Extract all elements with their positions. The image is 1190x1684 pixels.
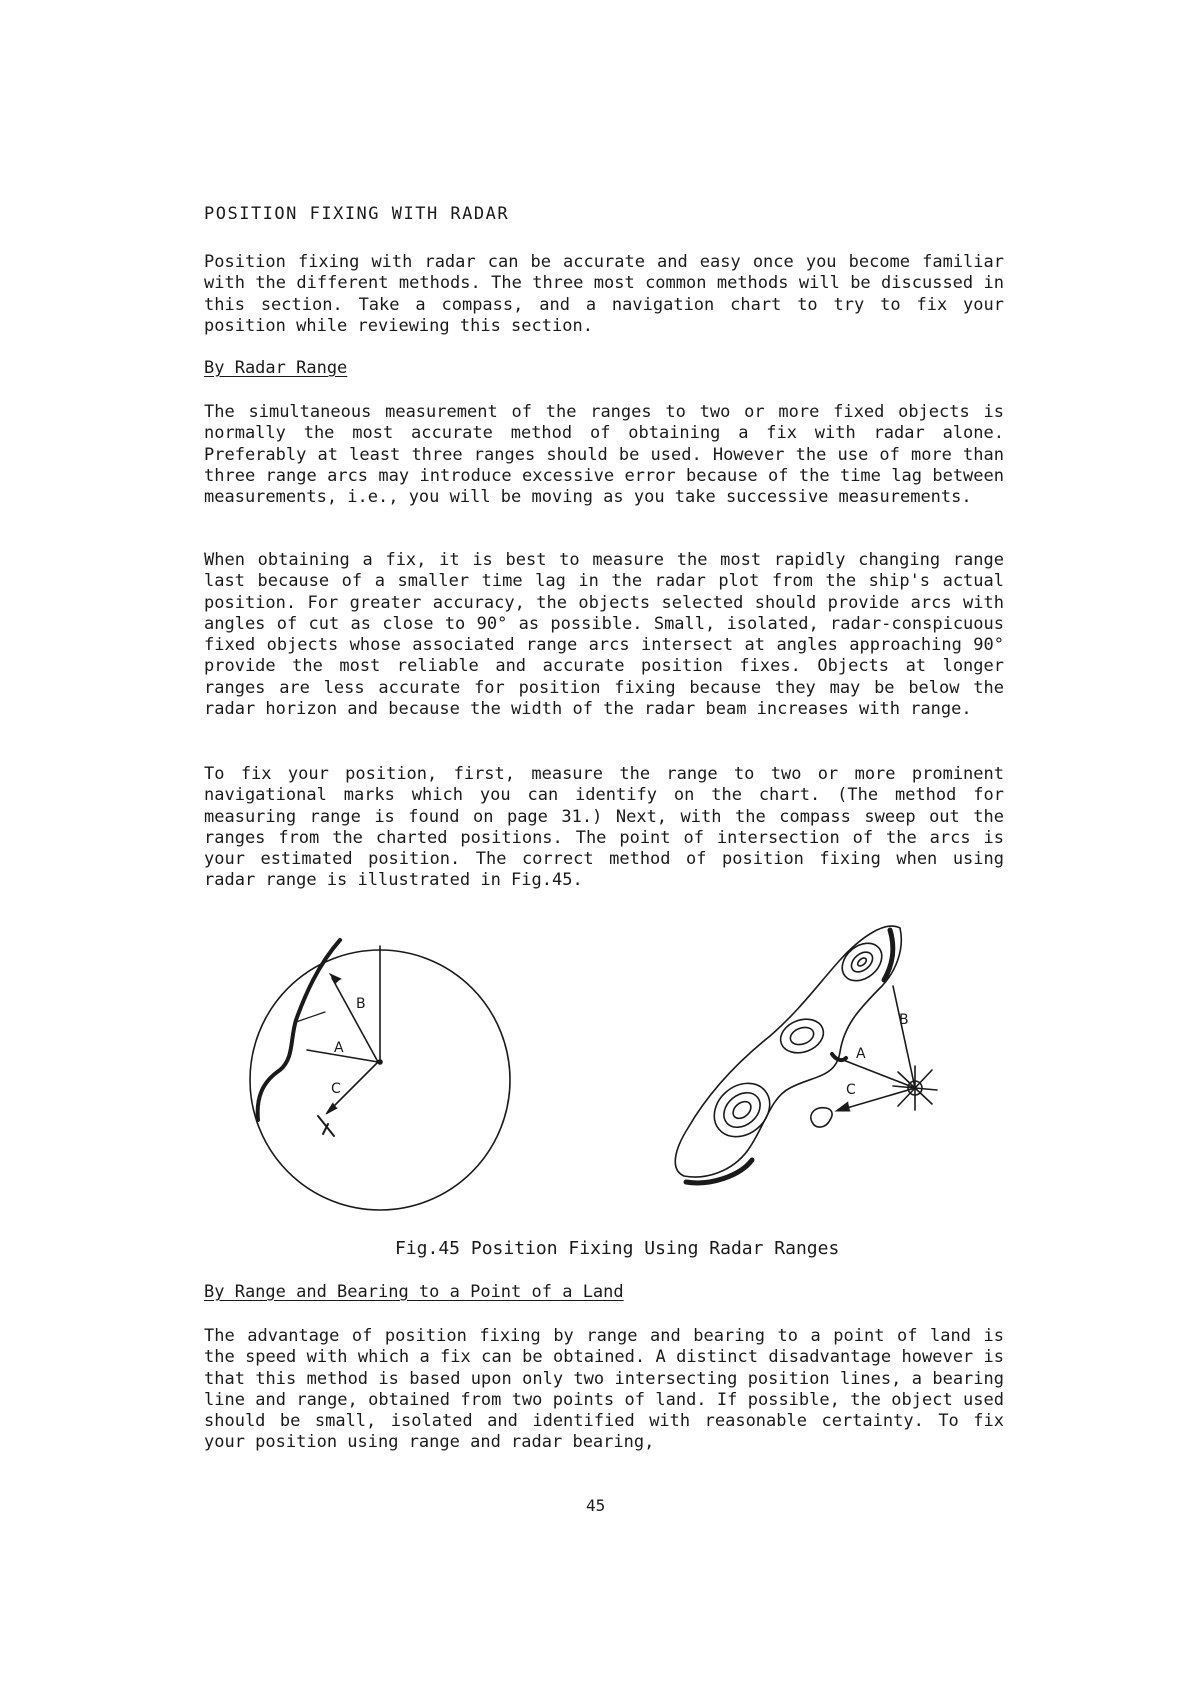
label-c-left: C — [331, 1081, 341, 1097]
radar-range-heading: By Radar Range — [204, 358, 348, 378]
figure-caption: Fig.45 Position Fixing Using Radar Ranges — [395, 1238, 840, 1259]
label-b-right: B — [899, 1012, 909, 1028]
coastline-left — [258, 940, 340, 1120]
range-line-right-b — [893, 986, 915, 1088]
rock-outline — [811, 1108, 832, 1127]
intro-paragraph: Position fixing with radar can be accurate and easy once you become familiar with the different methods. The three most common methods will be discussed in this section. Take a compass, and a navigation chart to try to fix your position while reviewing this section. — [204, 252, 1004, 336]
page-number: 45 — [586, 1496, 606, 1515]
label-c-right: C — [846, 1082, 856, 1098]
radar-range-paragraph-1: The simultaneous measurement of the ranges to two or more fixed objects is normally the most accurate method of obtaining a fix with radar alone. Preferably at least three ranges should be used. However the use of more than three range arcs may introduce excessive error because of the time lag between measurements, i.e., you will be moving as you take successive measurements. — [204, 402, 1004, 508]
range-bearing-paragraph: The advantage of position fixing by range and bearing to a point of land is the speed with which a fix can be obtained. A distinct disadvantage however is that this method is based upon only two intersecting position lines, a bearing line and range, obtained from two points of land. If possible, the object used should be small, isolated and identified with reasonable certainty. To fix your position using range and radar bearing, — [204, 1326, 1004, 1453]
range-bearing-heading: By Range and Bearing to a Point of a Land — [204, 1282, 624, 1302]
section-title: POSITION FIXING WITH RADAR — [204, 204, 510, 224]
label-a-right: A — [856, 1046, 866, 1062]
coastline-hatched — [686, 1160, 752, 1183]
label-b-left: B — [356, 996, 366, 1012]
label-a-left: A — [334, 1040, 344, 1056]
radar-range-paragraph-2: When obtaining a fix, it is best to measure the most rapidly changing range last because of a smaller time lag in the radar plot from the ship's actual position. For greater accuracy, the objects selected should provide arcs with angles of cut as close to 90° as possible. Small, isolated, radar-conspicuous fixed objects whose associated range arcs intersect at angles approaching 90° provide the most reliable and accurate position fixes. Objects at longer ranges are less accurate for position fixing because they may be below the radar horizon and because the width of the radar beam increases with range. — [204, 550, 1004, 720]
radar-range-paragraph-3: To fix your position, first, measure the range to two or more prominent navigational marks which you can identify on the chart. (The method for measuring range is found on page 31.) Next, with the compass sweep out the ranges from the charted positions. The point of intersection of the arcs is your estimated position. The correct method of position fixing when using radar range is illustrated in Fig.45. — [204, 764, 1004, 891]
